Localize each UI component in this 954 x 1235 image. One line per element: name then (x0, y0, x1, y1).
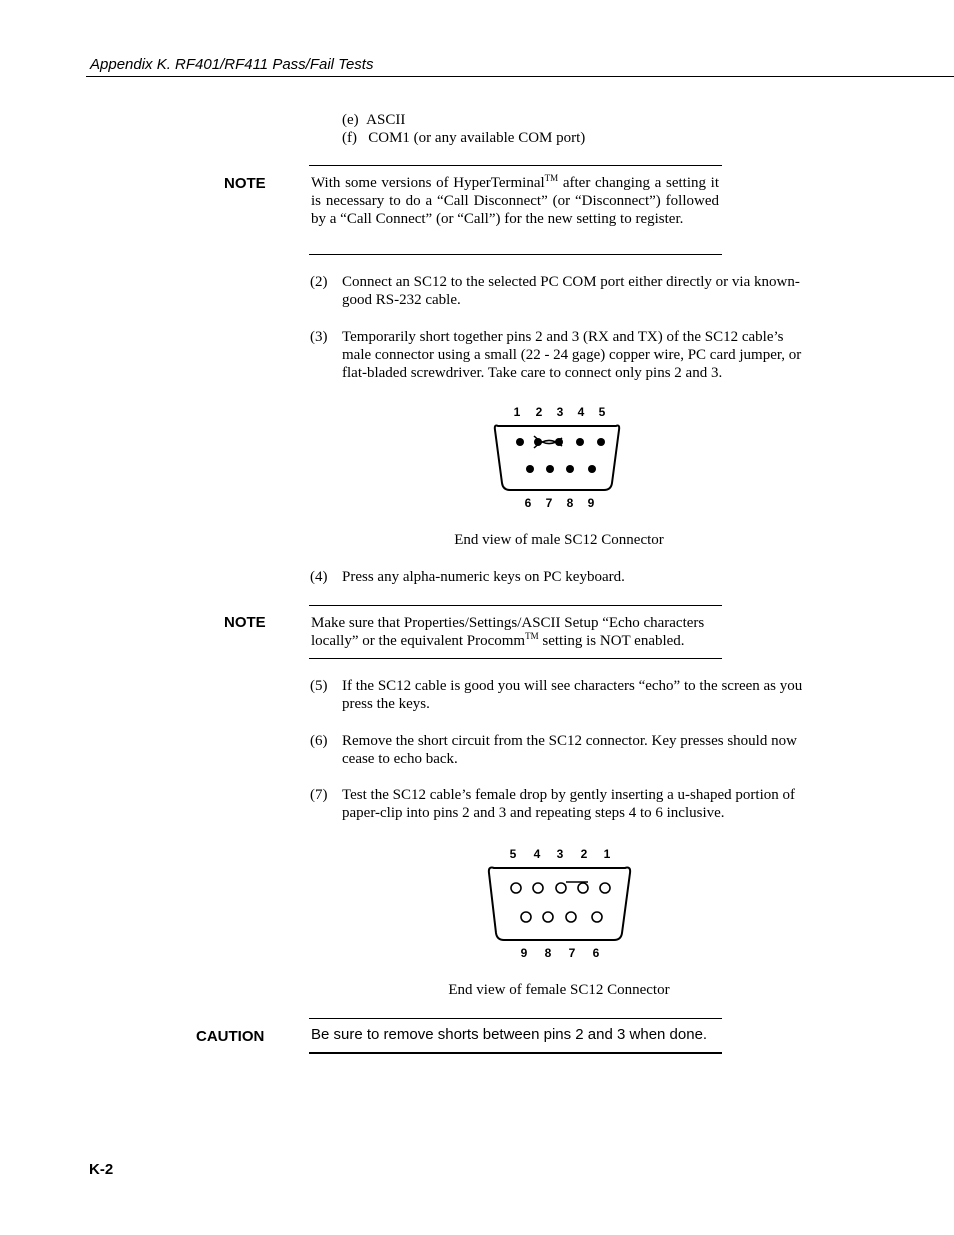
socket-9 (521, 912, 531, 922)
trademark-sup: TM (525, 631, 539, 641)
socket-7 (566, 912, 576, 922)
pin-label: 6 (592, 946, 600, 960)
socket-1 (600, 883, 610, 893)
pin-label: 2 (535, 405, 543, 419)
note-top-rule (309, 605, 722, 606)
pin-8 (566, 465, 574, 473)
step-text: Connect an SC12 to the selected PC COM port either directly or via known-good RS-232 cable. (342, 274, 800, 308)
figure-caption: End view of male SC12 Connector (454, 532, 664, 548)
step-number: (6) (310, 733, 328, 749)
socket-2 (578, 883, 588, 893)
pin-label: 2 (580, 847, 588, 861)
pin-7 (546, 465, 554, 473)
step-number: (7) (310, 787, 328, 803)
note-top-rule (309, 165, 722, 166)
note-bottom-rule (309, 254, 722, 255)
pin-label: 1 (603, 847, 611, 861)
running-header: Appendix K. RF401/RF411 Pass/Fail Tests (90, 56, 374, 73)
step-number: (4) (310, 569, 328, 585)
male-connector-diagram (488, 398, 638, 516)
pin-label: 6 (524, 496, 532, 510)
caution-bottom-rule (309, 1052, 722, 1054)
page-number: K-2 (89, 1161, 114, 1178)
d-shell-outline (489, 868, 630, 940)
step-text: Test the SC12 cable’s female drop by gently inserting a u-shaped portion of paper-clip into pins 2 and 3 and repeating steps 4 to 6 inclusive. (342, 787, 796, 821)
caution-label: CAUTION (196, 1028, 265, 1045)
step-text: Press any alpha-numeric keys on PC keyboard. (342, 569, 625, 585)
step-item (310, 732, 810, 768)
step-item (310, 273, 810, 309)
caution-text: Be sure to remove shorts between pins 2 and 3 when done. (311, 1026, 708, 1043)
pin-label: 4 (533, 847, 541, 861)
step-number: (5) (310, 678, 328, 694)
pin-label: 5 (598, 405, 606, 419)
pin-label: 7 (568, 946, 576, 960)
step-number: (2) (310, 274, 328, 290)
pin-1 (516, 438, 524, 446)
note-bottom-rule (309, 658, 722, 659)
pin-6 (526, 465, 534, 473)
note-text: With some versions of HyperTerminal™ after changing a setting it is necessary to do a “Call Disconnect” (or “Disconnect”) followed by a “Call Connect” (or “Call”) for the new setting to register. (311, 173, 719, 227)
pin-label: 3 (556, 405, 564, 419)
note-text: Make sure that Properties/Settings/ASCII Setup “Echo characters locally” or the equivalent Procomm™ setting is NOT enabled. (311, 615, 705, 649)
pin-9 (588, 465, 596, 473)
socket-8 (543, 912, 553, 922)
pin-5 (597, 438, 605, 446)
caution-top-rule (309, 1018, 722, 1019)
list-text: COM1 (or any available COM port) (368, 130, 586, 146)
list-marker: (f) (342, 130, 357, 146)
socket-5 (511, 883, 521, 893)
pin-label: 7 (545, 496, 553, 510)
list-item (342, 129, 585, 147)
pin-label: 4 (577, 405, 585, 419)
step-text: Temporarily short together pins 2 and 3 (RX and TX) of the SC12 cable’s male connector using a small (22 - 24 gage) copper wire, PC card jumper, or flat-bladed screwdriver. Take care to connect only pins 2 and 3. (342, 329, 802, 381)
pin-label: 8 (544, 946, 552, 960)
pin-label: 5 (509, 847, 517, 861)
step-item (310, 568, 810, 586)
list-text: ASCII (366, 112, 406, 128)
note-label: NOTE (224, 614, 266, 631)
step-text: If the SC12 cable is good you will see characters “echo” to the screen as you press the keys. (342, 678, 803, 712)
list-marker: (e) (342, 112, 359, 128)
d-shell-outline (495, 426, 619, 491)
pin-label: 1 (513, 405, 521, 419)
pin-label: 9 (587, 496, 595, 510)
pin-label: 3 (556, 847, 564, 861)
socket-6 (592, 912, 602, 922)
pin-label: 9 (520, 946, 528, 960)
pin-4 (576, 438, 584, 446)
female-connector-diagram (484, 842, 636, 962)
header-rule (86, 76, 954, 77)
step-item (310, 677, 810, 713)
step-item (310, 328, 810, 382)
step-number: (3) (310, 329, 328, 345)
pin-label: 8 (566, 496, 574, 510)
trademark-sup: TM (544, 173, 559, 183)
step-text: Remove the short circuit from the SC12 connector. Key presses should now cease to echo back. (342, 733, 797, 767)
step-item (310, 786, 810, 822)
figure-caption: End view of female SC12 Connector (448, 982, 670, 998)
socket-4 (533, 883, 543, 893)
socket-3 (556, 883, 566, 893)
list-item (342, 111, 405, 129)
note-label: NOTE (224, 175, 266, 192)
